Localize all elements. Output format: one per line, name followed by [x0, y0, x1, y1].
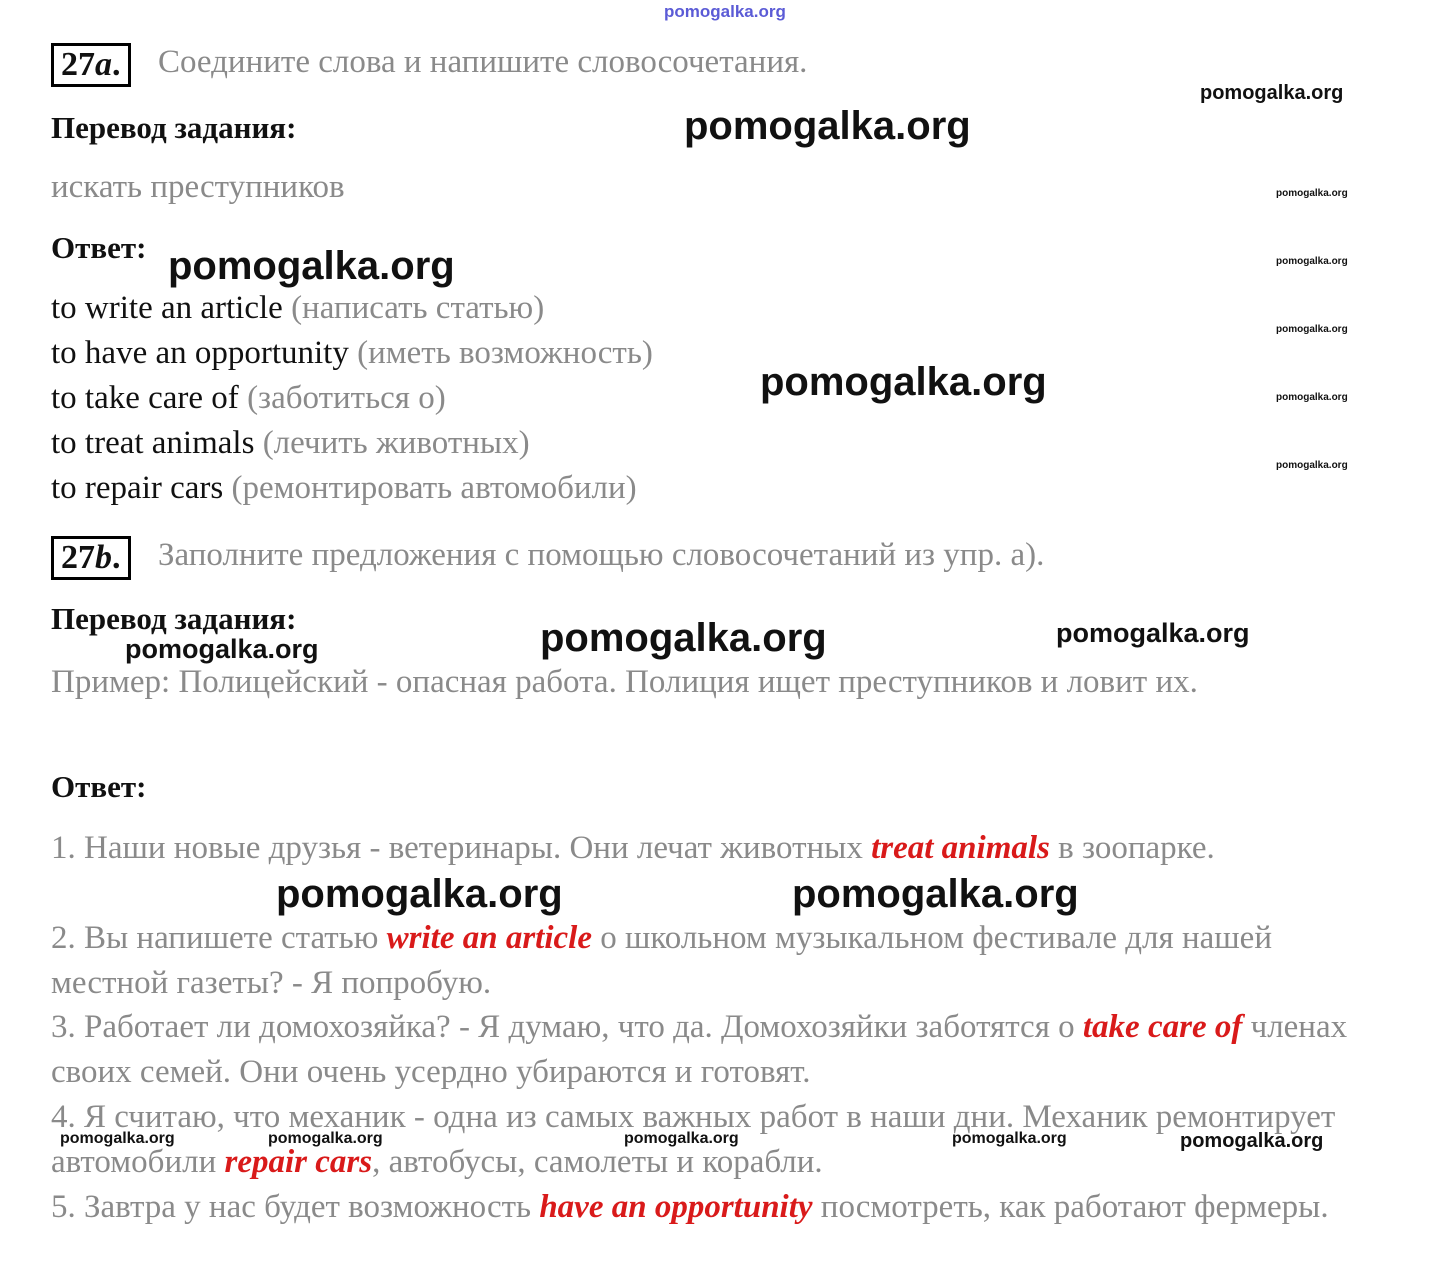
watermark: pomogalka.org — [540, 616, 827, 660]
watermark: pomogalka.org — [760, 360, 1047, 404]
answer-english: to have an opportunity — [51, 335, 349, 371]
answer-russian: (лечить животных) — [262, 425, 530, 461]
answer-line — [51, 335, 653, 372]
watermark: pomogalka.org — [1056, 618, 1250, 648]
exercise-dot: . — [112, 539, 121, 576]
answer-sentence — [51, 916, 1361, 1006]
answer-russian: (иметь возможность) — [357, 335, 653, 371]
watermark: pomogalka.org — [1276, 392, 1348, 403]
answer-line — [51, 380, 446, 417]
sentence-text: , автобусы, самолеты и корабли. — [372, 1144, 823, 1180]
exercise-27a-translation-heading: Перевод задания: — [51, 110, 297, 145]
sentence-text: 2. Вы напишете статью — [51, 920, 387, 956]
highlighted-phrase: treat animals — [871, 830, 1050, 866]
exercise-27a-instruction: Соедините слова и напишите словосочетания. — [158, 44, 808, 80]
watermark: pomogalka.org — [1276, 256, 1348, 267]
watermark: pomogalka.org — [125, 634, 319, 664]
answer-russian: (написать статью) — [291, 290, 545, 326]
answer-sentence — [51, 826, 1361, 871]
sentence-text: о школьном музыкальном фестивале для нашей местной газеты? - Я попробую. — [51, 920, 1272, 1001]
answer-sentence — [51, 1005, 1361, 1095]
highlighted-phrase: write an article — [386, 920, 592, 956]
exercise-number-27a — [51, 43, 131, 87]
answer-english: to treat animals — [51, 425, 255, 461]
watermark: pomogalka.org — [952, 1130, 1067, 1147]
exercise-dot: . — [112, 46, 121, 83]
sentence-text: 5. Завтра у нас будет возможность — [51, 1189, 540, 1225]
sentence-text: в зоопарке. — [1049, 830, 1215, 866]
watermark: pomogalka.org — [276, 872, 563, 916]
answer-line — [51, 470, 637, 507]
exercise-27b-answer-heading: Ответ: — [51, 769, 147, 804]
answer-russian: (заботиться о) — [247, 380, 446, 416]
watermark: pomogalka.org — [268, 1130, 383, 1147]
answer-english: to repair cars — [51, 470, 224, 506]
answer-english: to write an article — [51, 290, 283, 326]
answer-line — [51, 425, 530, 462]
sentence-text: посмотреть, как работают фермеры. — [812, 1189, 1329, 1225]
highlighted-phrase: repair cars — [224, 1144, 373, 1180]
highlighted-phrase: take care of — [1082, 1009, 1243, 1045]
exercise-letter: a — [95, 46, 112, 83]
answer-line — [51, 290, 544, 327]
answer-russian: (ремонтировать автомобили) — [231, 470, 637, 506]
watermark: pomogalka.org — [1180, 1130, 1324, 1152]
watermark: pomogalka.org — [624, 1130, 739, 1147]
exercise-27a-answer-heading: Ответ: — [51, 230, 147, 265]
highlighted-phrase: have an opportunity — [539, 1189, 813, 1225]
exercise-number-27b — [51, 536, 131, 580]
watermark: pomogalka.org — [792, 872, 1079, 916]
answer-english: to take care of — [51, 380, 239, 416]
watermark: pomogalka.org — [1276, 324, 1348, 335]
exercise-letter: b — [95, 539, 112, 576]
sentence-text: 3. Работает ли домохозяйка? - Я думаю, что да. Домохозяйки заботятся о — [51, 1009, 1083, 1045]
watermark: pomogalka.org — [1276, 188, 1348, 199]
watermark-top: pomogalka.org — [664, 2, 786, 21]
sentence-text: 1. Наши новые друзья - ветеринары. Они лечат животных — [51, 830, 872, 866]
exercise-27a-translation: искать преступников — [51, 169, 345, 205]
exercise-27b-instruction: Заполните предложения с помощью словосочетаний из упр. а). — [158, 537, 1045, 573]
exercise-27b-example: Пример: Полицейский - опасная работа. Полиция ищет преступников и ловит их. — [51, 664, 1198, 700]
answer-sentence — [51, 1185, 1361, 1230]
watermark: pomogalka.org — [1200, 82, 1344, 104]
watermark: pomogalka.org — [1276, 460, 1348, 471]
watermark: pomogalka.org — [60, 1130, 175, 1147]
exercise-number: 27 — [61, 539, 95, 576]
watermark: pomogalka.org — [168, 244, 455, 288]
exercise-number: 27 — [61, 46, 95, 83]
watermark: pomogalka.org — [684, 104, 971, 148]
sentence-text: членах своих семей. Они очень усердно убираются и готовят. — [51, 1009, 1348, 1090]
exercise-27b-translation-heading: Перевод задания: — [51, 601, 297, 636]
sentence-text: 4. Я считаю, что механик - одна из самых важных работ в наши дни. Механик ремонтирует автомобили — [51, 1099, 1336, 1180]
